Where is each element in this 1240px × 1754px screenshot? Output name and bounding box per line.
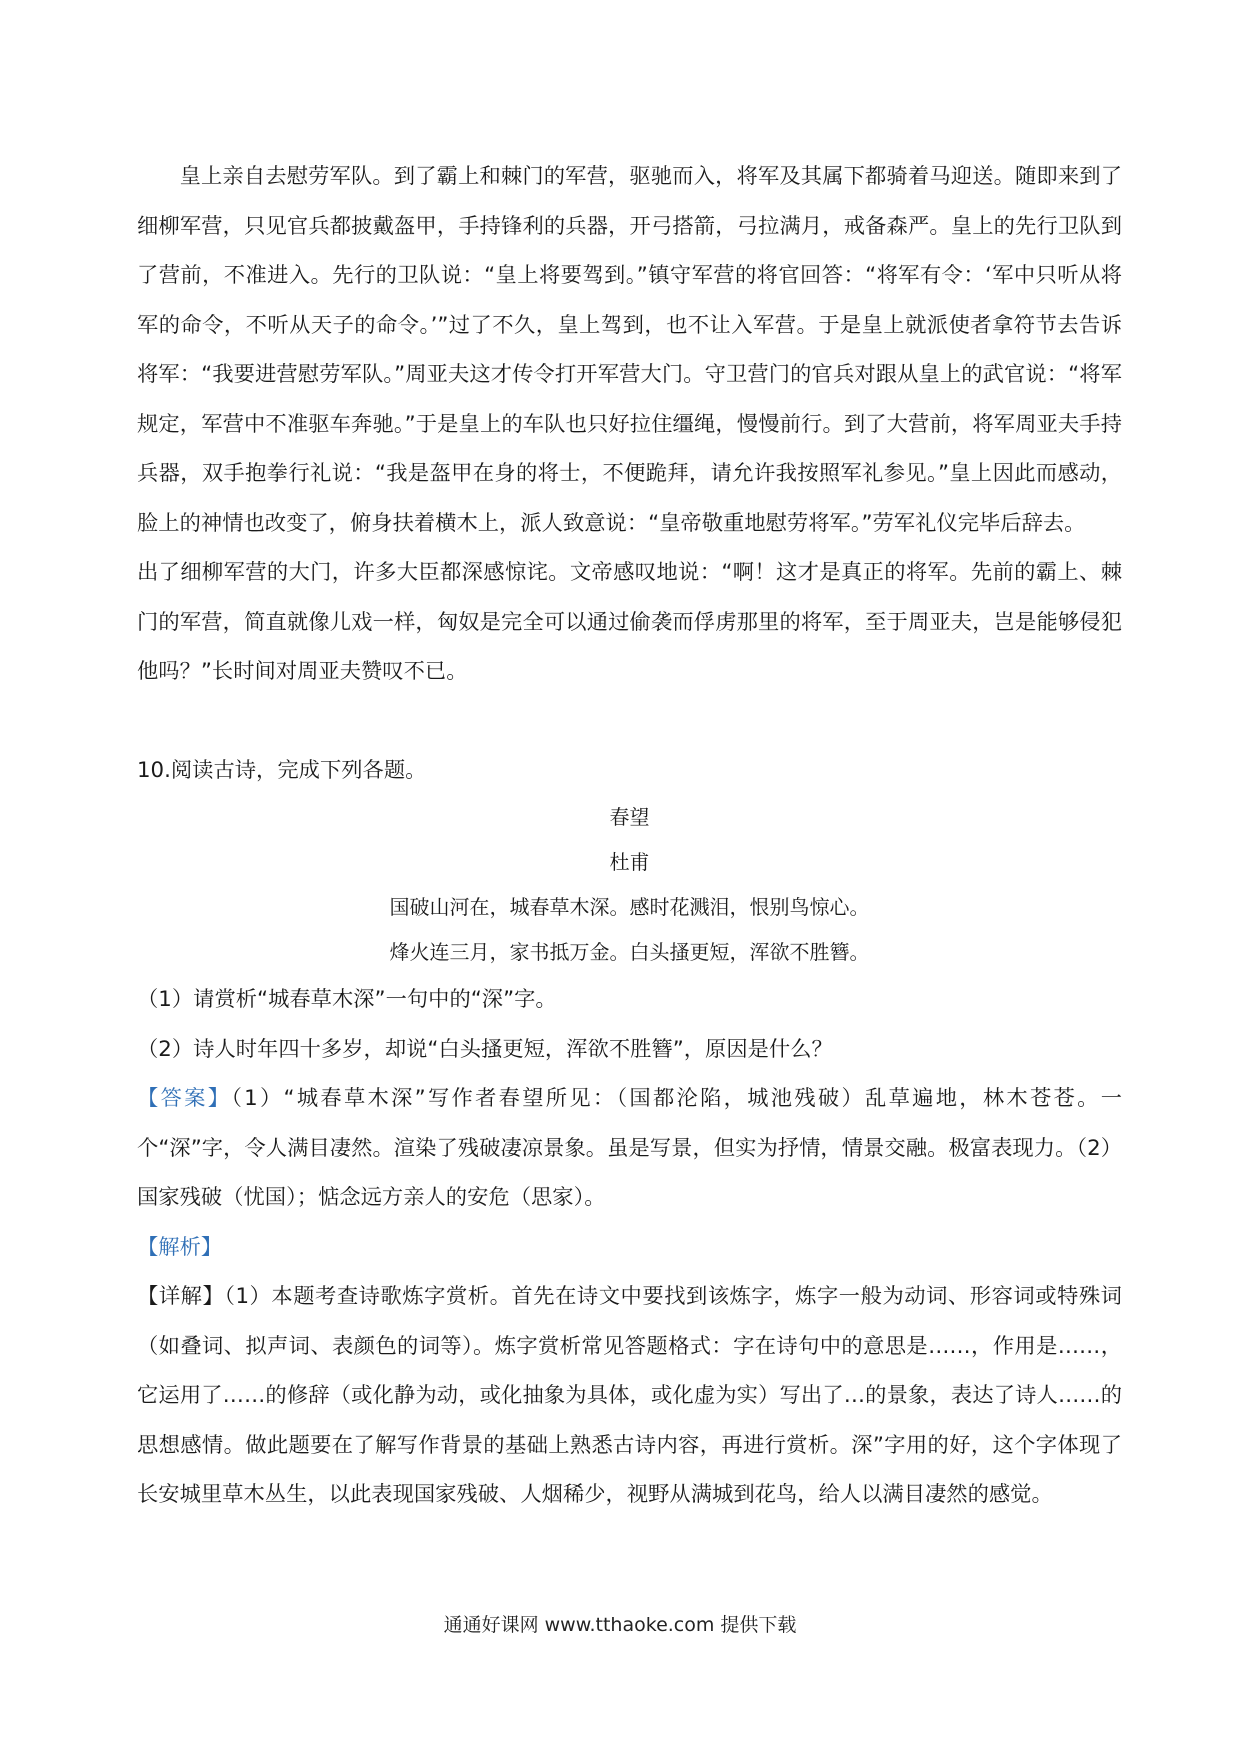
poem-author: 杜甫 (609, 850, 650, 874)
answer-paragraph (137, 1074, 1122, 1223)
detail-paragraph (137, 1272, 1122, 1520)
detail-text: （1）本题考查诗歌炼字赏析。首先在诗文中要找到该炼字，炼字一般为动词、形容词或特殊词（如叠词、拟声词、表颜色的词等）。炼字赏析常见答题格式：字在诗句中的意思是……，作用是……，它运用了……的修辞（或化静为动，或化抽象为具体，或化虚为实）写出了…的景象，表达了诗人……的思想感情。做此题要在了解写作背景的基础上熟悉古诗内容，再进行赏析。深”字用的好，这个字体现了长安城里草木丛生，以此表现国家残破、人烟稀少，视野从满城到花鸟，给人以满目凄然的感觉。 (137, 1284, 1122, 1507)
poem-title: 春望 (609, 805, 650, 829)
analysis-tag: 【解析】 (137, 1234, 223, 1260)
translation-paragraph-1: 皇上亲自去慰劳军队。到了霸上和棘门的军营，驱驰而入，将军及其属下都骑着马迎送。随即来到了细柳军营，只见官兵都披戴盔甲，手持锋利的兵器，开弓搭箭，弓拉满月，戒备森严。皇上的先行卫队到了营前，不准进入。先行的卫队说：“皇上将要驾到。”镇守军营的将官回答：“将军有令：‘军中只听从将军的命令，不听从天子的命令。’”过了不久，皇上驾到，也不让入军营。于是皇上就派使者拿符节去告诉将军：“我要进营慰劳军队。”周亚夫这才传令打开军营大门。守卫营门的官兵对跟从皇上的武官说：“将军规定，军营中不准驱车奔驰。”于是皇上的车队也只好拉住缰绳，慢慢前行。到了大营前，将军周亚夫手持兵器，双手抱拳行礼说：“我是盔甲在身的将士，不便跪拜，请允许我按照军礼参见。”皇上因此而感动，脸上的神情也改变了，俯身扶着横木上，派人致意说：“皇帝敬重地慰劳将军。”劳军礼仪完毕后辞去。 (137, 164, 1122, 536)
poem-line-1: 国破山河在，城春草木深。感时花溅泪，恨别鸟惊心。 (389, 895, 870, 919)
answer-text: （1）“城春草木深”写作者春望所见：（国都沦陷，城池残破）乱草遍地，林木苍苍。一个“深”字，令人满目凄然。渲染了残破凄凉景象。虽是写景，但实为抒情，情景交融。极富表现力。（2）国家残破（忧国）；惦念远方亲人的安危（思家）。 (137, 1086, 1122, 1210)
analysis-paragraph (137, 1223, 1122, 1273)
section-gap (137, 697, 1122, 746)
document-body (137, 152, 1122, 1520)
poem-line-2: 烽火连三月，家书抵万金。白头搔更短，浑欲不胜簪。 (389, 940, 870, 964)
answer-tag: 【答案】 (137, 1086, 232, 1111)
sub-question-2: （2）诗人时年四十多岁，却说“白头搔更短，浑欲不胜簪”，原因是什么？ (137, 1036, 833, 1062)
question-heading: 10.阅读古诗，完成下列各题。 (137, 757, 427, 783)
poem-block (137, 795, 1122, 975)
page-footer: 通通好课网 www.tthaoke.com 提供下载 (443, 1614, 797, 1636)
detail-tag: 【详解】 (137, 1284, 225, 1309)
sub-question-1: （1）请赏析“城春草木深”一句中的“深”字。 (137, 987, 557, 1012)
translation-paragraph-2: 出了细柳军营的大门，许多大臣都深感惊诧。文帝感叹地说：“啊！这才是真正的将军。先前的霸上、棘门的军营，简直就像儿戏一样，匈奴是完全可以通过偷袭而俘虏那里的将军，至于周亚夫，岂是能够侵犯他吗？”长时间对周亚夫赞叹不已。 (137, 560, 1122, 684)
